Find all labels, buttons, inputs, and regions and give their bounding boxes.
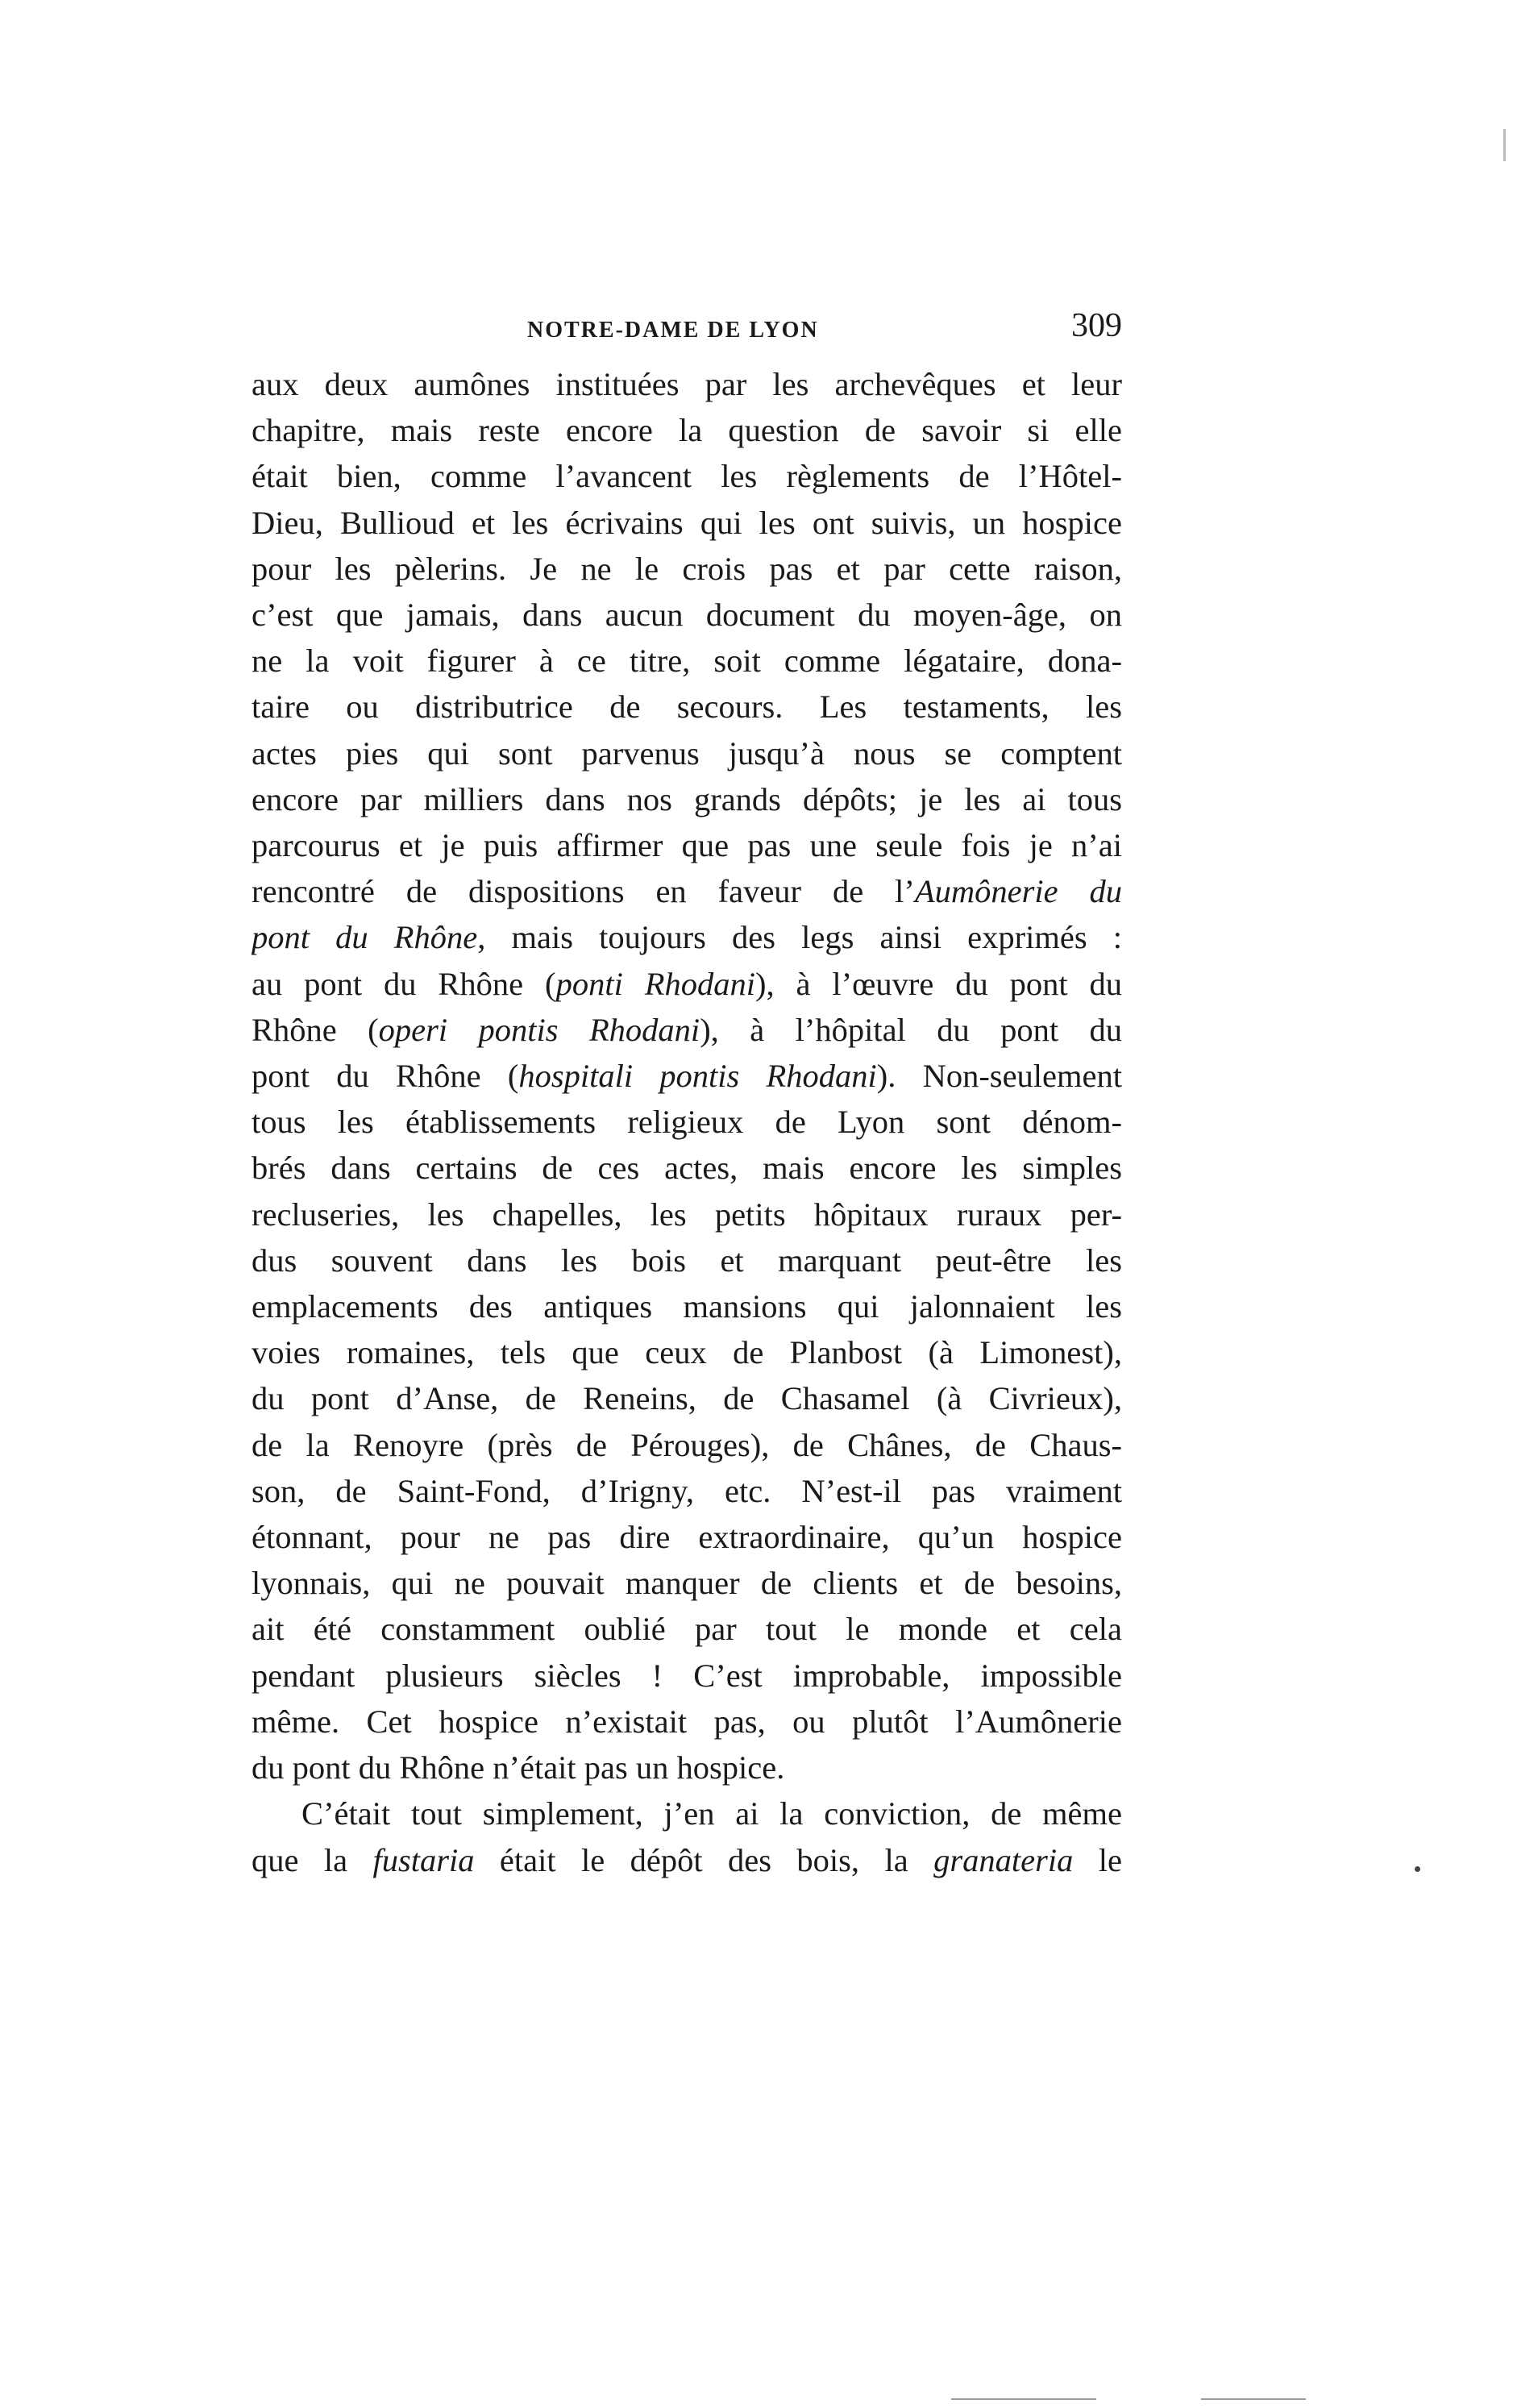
italic-text: pont du Rhône [251,919,478,956]
text-line [251,1237,1122,1283]
scan-speck [1503,129,1506,161]
italic-text: fustaria [372,1841,475,1878]
text-segment: brés dans certains de ces actes, mais encore les simples [251,1150,1122,1187]
text-line [251,1053,1122,1099]
text-segment: étonnant, pour ne pas dire extraordinaire, qu’un hospice [251,1519,1122,1556]
body-text [251,361,1122,1883]
text-line [251,914,1122,960]
text-line [251,822,1122,868]
text-line [251,868,1122,914]
text-line [251,1422,1122,1468]
text-segment: était le dépôt des bois, la [474,1841,934,1878]
text-line [251,638,1122,684]
text-line [251,592,1122,638]
italic-text: operi pontis Rhodani [378,1011,700,1048]
text-segment: actes pies qui sont parvenus jusqu’à nous se comptent [251,734,1122,771]
page-number: 309 [1071,307,1122,344]
italic-text: Aumônerie du [914,873,1122,910]
text-line [251,546,1122,592]
italic-text: hospitali pontis Rhodani [518,1058,877,1095]
text-line [251,1099,1122,1145]
text-segment: au pont du Rhône ( [251,965,556,1002]
text-segment: même. Cet hospice n’existait pas, ou plutôt l’Aumônerie [251,1703,1122,1740]
text-segment: chapitre, mais reste encore la question de savoir si elle [251,412,1122,449]
text-line [251,1468,1122,1514]
text-segment: ). Non-seulement [876,1058,1122,1095]
text-line [251,1653,1122,1699]
text-segment: taire ou distributrice de secours. Les testaments, les [251,688,1122,726]
text-line [251,1699,1122,1745]
text-line [251,1192,1122,1237]
text-segment: , mais toujours des legs ainsi exprimés : [477,919,1122,956]
text-segment: recluseries, les chapelles, les petits hôpitaux ruraux per- [251,1196,1122,1233]
text-segment: encore par milliers dans nos grands dépôts; je les ai tous [251,780,1122,817]
text-line [251,1329,1122,1375]
text-segment: du pont du Rhône n’était pas un hospice. [251,1749,785,1786]
italic-text: granateria [933,1841,1074,1878]
text-segment: du pont d’Anse, de Reneins, de Chasamel (à Civrieux), [251,1380,1122,1417]
italic-text: ponti Rhodani [555,965,755,1002]
text-segment: ne la voit figurer à ce titre, soit comme légataire, dona- [251,643,1122,680]
text-segment: aux deux aumônes instituées par les archevêques et leur [251,366,1122,402]
text-line [251,961,1122,1007]
text-segment: c’est que jamais, dans aucun document du moyen-âge, on [251,597,1122,634]
text-segment: pendant plusieurs siècles ! C’est improbable, impossible [251,1657,1122,1694]
text-segment: emplacements des antiques mansions qui jalonnaient les [251,1288,1122,1325]
text-line [251,500,1122,546]
text-segment: le [1073,1841,1122,1878]
text-segment: dus souvent dans les bois et marquant peut-être les [251,1241,1122,1279]
text-line [251,1837,1122,1883]
text-line [251,684,1122,730]
text-segment: tous les établissements religieux de Lyon sont dénom- [251,1104,1122,1141]
text-segment: rencontré de dispositions en faveur de l’ [251,873,915,910]
text-segment: ), à l’œuvre du pont du [754,965,1122,1002]
text-segment: voies romaines, tels que ceux de Planbost (à Limonest), [251,1334,1122,1371]
text-line [251,1745,1122,1790]
paragraph [251,1790,1122,1882]
text-line [251,361,1122,407]
text-segment: ait été constamment oublié par tout le monde et cela [251,1611,1122,1648]
running-title: NOTRE-DAME DE LYON [527,318,819,343]
text-segment: était bien, comme l’avancent les règlements de l’Hôtel- [251,458,1122,495]
text-segment: que la [251,1841,373,1878]
text-segment: pont du Rhône ( [251,1058,519,1095]
text-line [251,776,1122,822]
scan-edge-line [1201,2398,1306,2400]
text-segment: son, de Saint-Fond, d’Irigny, etc. N’est-il pas vraiment [251,1472,1122,1509]
text-segment: Dieu, Bullioud et les écrivains qui les ont suivis, un hospice [251,504,1122,541]
text-line [251,1283,1122,1329]
text-line [251,1790,1122,1836]
text-line [251,730,1122,776]
text-segment: lyonnais, qui ne pouvait manquer de clients et de besoins, [251,1565,1122,1602]
paragraph [251,361,1122,1790]
text-segment: parcourus et je puis affirmer que pas une seule fois je n’ai [251,827,1122,864]
text-line [251,1514,1122,1560]
text-segment: C’était tout simplement, j’en ai la conviction, de même [301,1795,1122,1832]
scan-speck [1415,1866,1420,1872]
text-segment: pour les pèlerins. Je ne le crois pas et par cette raison, [251,550,1122,587]
page-header [251,306,1122,355]
scan-edge-line [951,2398,1096,2400]
text-line [251,407,1122,453]
text-segment: Rhône ( [251,1011,379,1048]
text-segment: de la Renoyre (près de Pérouges), de Chânes, de Chaus- [251,1426,1122,1463]
text-line [251,1560,1122,1606]
text-line [251,453,1122,499]
text-line [251,1606,1122,1652]
text-line [251,1145,1122,1191]
text-segment: ), à l’hôpital du pont du [700,1011,1122,1048]
text-line [251,1375,1122,1421]
text-line [251,1007,1122,1053]
